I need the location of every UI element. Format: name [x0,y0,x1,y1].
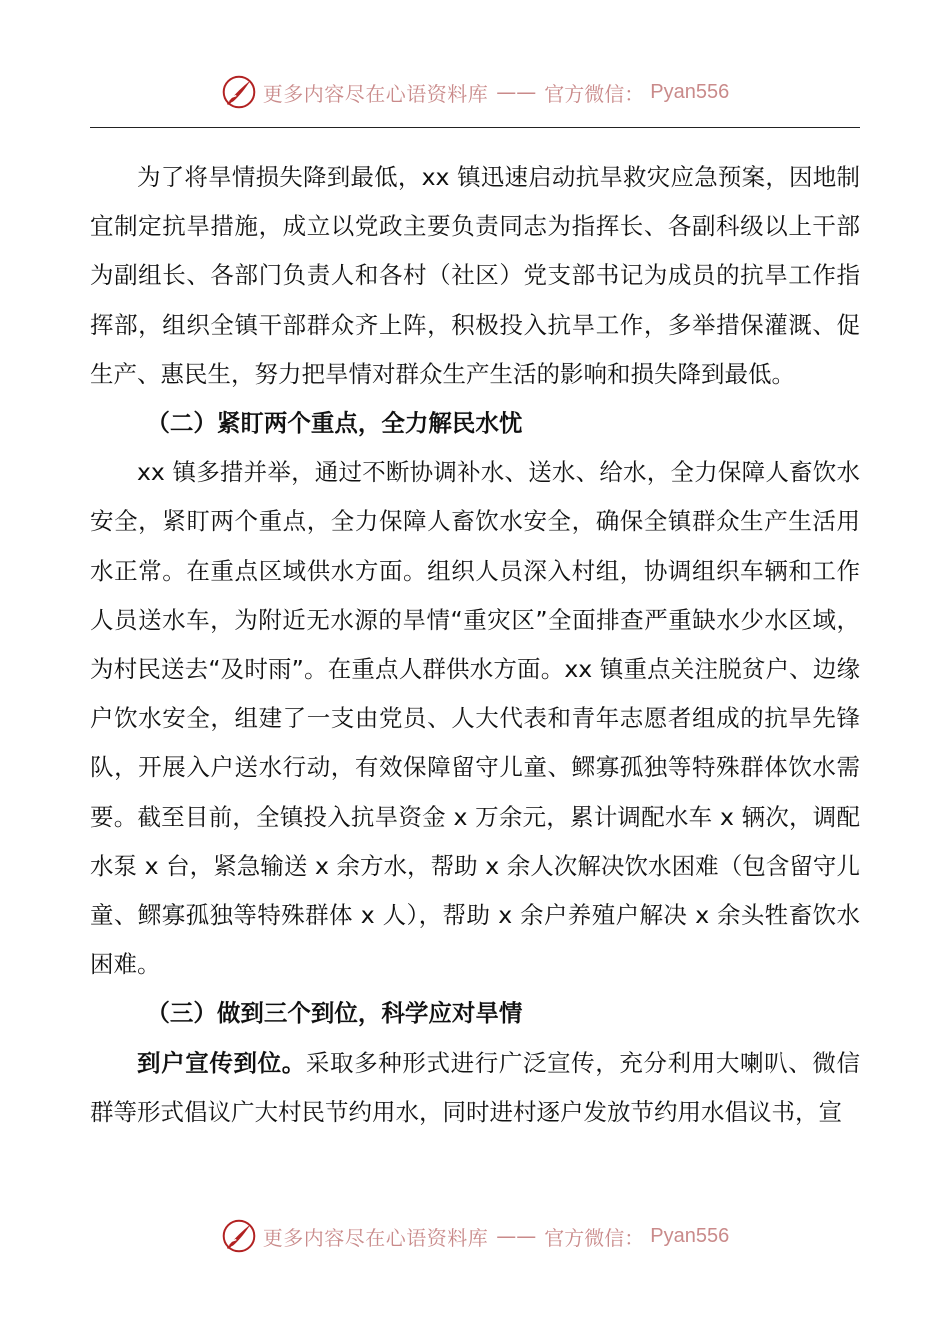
watermark-separator: —— [496,80,537,104]
watermark-banner-bottom [0,1216,950,1256]
paragraph-2: xx 镇多措并举，通过不断协调补水、送水、给水，全力保障人畜饮水安全，紧盯两个重点，全力保障人畜饮水安全，确保全镇群众生产生活用水正常。在重点区域供水方面。组织人员深入村组，协调组织车辆和工作人员送水车，为附近无水源的旱情“重灾区”全面排查严重缺水少水区域，为村民送去“及时雨”。在重点人群供水方面。xx 镇重点关注脱贫户、边缘户饮水安全，组建了一支由党员、人大代表和青年志愿者组成的抗旱先锋队，开展入户送水行动，有效保障留守儿童、鳏寡孤独等特殊群体饮水需要。截至目前，全镇投入抗旱资金 x 万余元，累计调配水车 x 辆次，调配水泵 x 台，紧急输送 x 余方水，帮助 x 余人次解决饮水困难（包含留守儿童、鳏寡孤独等特殊群体 x 人），帮助 x 余户养殖户解决 x 余头牲畜饮水困难。 [90,458,860,979]
watermark-separator: —— [496,1224,537,1248]
watermark-text: 更多内容尽在心语资料库 [262,81,489,106]
document-body [90,153,860,1137]
paragraph-3 [90,1039,860,1137]
header-rule [90,127,860,128]
paragraph-3-text: 采取多种形式进行广泛宣传，充分利用大喇叭、微信群等形式倡议广大村民节约用水，同时进村逐户发放节约用水倡议书，宣 [90,1048,861,1126]
section-heading-2: （二）紧盯两个重点，全力解民水忧 [146,409,523,438]
watermark-text: 更多内容尽在心语资料库 [262,1225,489,1250]
watermark-label: 官方微信： [544,1225,645,1250]
watermark-id: Pyan556 [650,80,730,103]
paragraph-3-lead: 到户宣传到位。 [137,1048,306,1077]
section-heading-3: （三）做到三个到位，科学应对旱情 [146,999,523,1028]
watermark-label: 官方微信： [544,81,645,106]
quill-logo-icon [221,74,257,110]
paragraph-1: 为了将旱情损失降到最低，xx 镇迅速启动抗旱救灾应急预案，因地制宜制定抗旱措施，成立以党政主要负责同志为指挥长、各副科级以上干部为副组长、各部门负责人和各村（社区）党支部书记为成员的抗旱工作指挥部，组织全镇干部群众齐上阵，积极投入抗旱工作，多举措保灌溉、促生产、惠民生，努力把旱情对群众生产生活的影响和损失降到最低。 [90,163,860,388]
watermark-banner-top [0,72,950,112]
watermark-id: Pyan556 [650,1224,730,1247]
quill-logo-icon [221,1218,257,1254]
